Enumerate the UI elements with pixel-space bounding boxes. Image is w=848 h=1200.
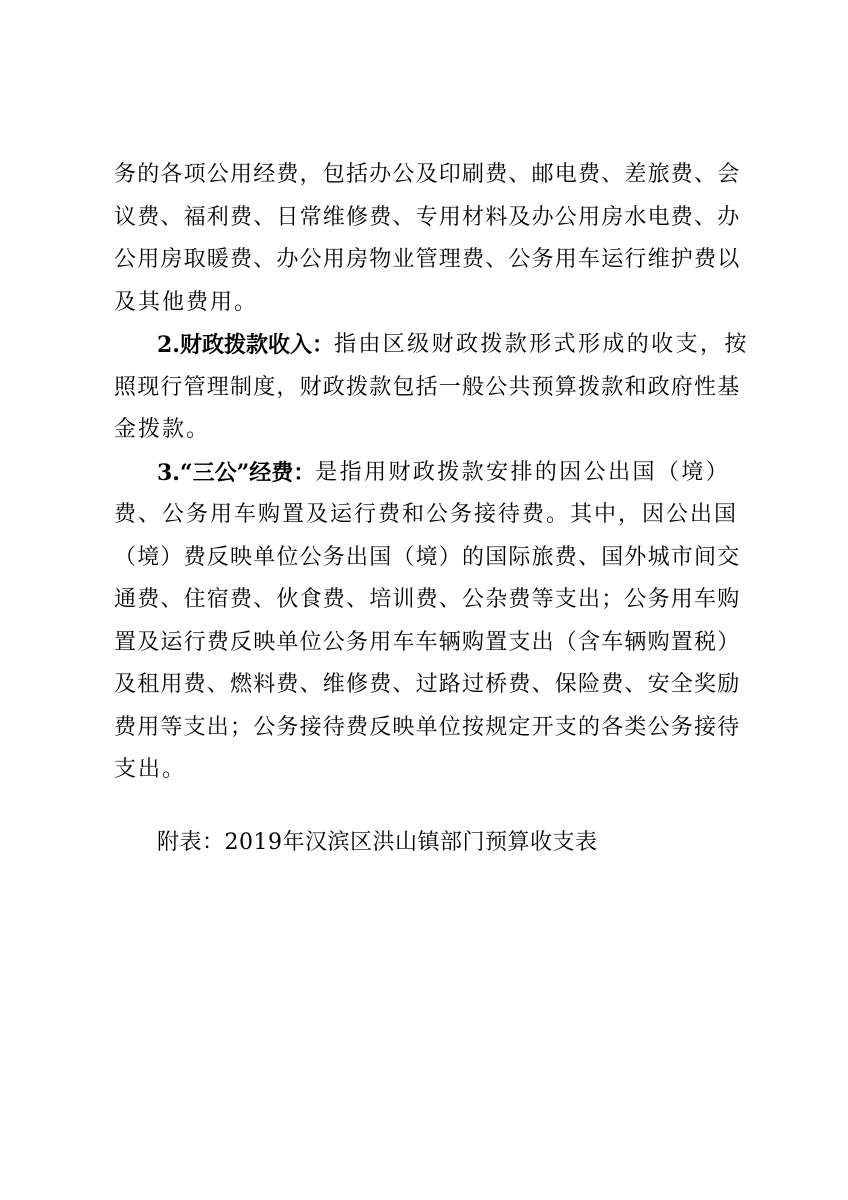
paragraph-line (114, 417, 210, 443)
body-text: 支出。 (114, 757, 187, 782)
paragraph-line (114, 672, 740, 698)
body-text: 通费、住宿费、伙食费、培训费、公杂费等支出；公务用车购 (114, 587, 741, 612)
body-text: 置及运行费反映单位公务用车车辆购置支出（含车辆购置税） (114, 630, 741, 655)
paragraph-line (114, 290, 258, 316)
term-heading: 2.财政拨款收入： (157, 332, 334, 358)
paragraph-line (114, 205, 740, 231)
body-text: 指由区级财政拨款形式形成的收支，按 (333, 332, 749, 357)
body-text: 是指用财政拨款安排的因公出国（境） (315, 460, 731, 485)
paragraph-line (114, 715, 740, 741)
paragraph-line (114, 630, 740, 656)
attachment-note (157, 830, 598, 856)
body-text: 公用房取暖费、办公用房物业管理费、公务用车运行维护费以 (114, 247, 741, 272)
paragraph-line (114, 375, 740, 401)
body-text: （境）费反映单位公务出国（境）的国际旅费、国外城市间交 (114, 545, 741, 570)
body-text: 及其他费用。 (114, 290, 259, 315)
paragraph-line (157, 460, 730, 486)
paragraph-line (157, 332, 749, 358)
body-text: 金拨款。 (114, 417, 211, 442)
body-text: 费、公务用车购置及运行费和公务接待费。其中，因公出国 (114, 502, 739, 527)
body-text: 照现行管理制度，财政拨款包括一般公共预算拨款和政府性基 (114, 375, 741, 400)
paragraph-line (114, 587, 740, 613)
body-text: 费用等支出；公务接待费反映单位按规定开支的各类公务接待 (114, 715, 741, 740)
term-heading: 3.“三公”经费： (157, 460, 316, 486)
attachment-text: 附表：2019年汉滨区洪山镇部门预算收支表 (157, 830, 598, 855)
body-text: 务的各项公用经费，包括办公及印刷费、邮电费、差旅费、会 (114, 162, 741, 187)
paragraph-line (114, 247, 740, 273)
body-text: 及租用费、燃料费、维修费、过路过桥费、保险费、安全奖励 (114, 672, 741, 697)
paragraph-line (114, 162, 740, 188)
paragraph-line (114, 502, 740, 528)
body-text: 议费、福利费、日常维修费、专用材料及办公用房水电费、办 (114, 205, 741, 230)
paragraph-line (114, 757, 186, 783)
paragraph-line (114, 545, 740, 571)
